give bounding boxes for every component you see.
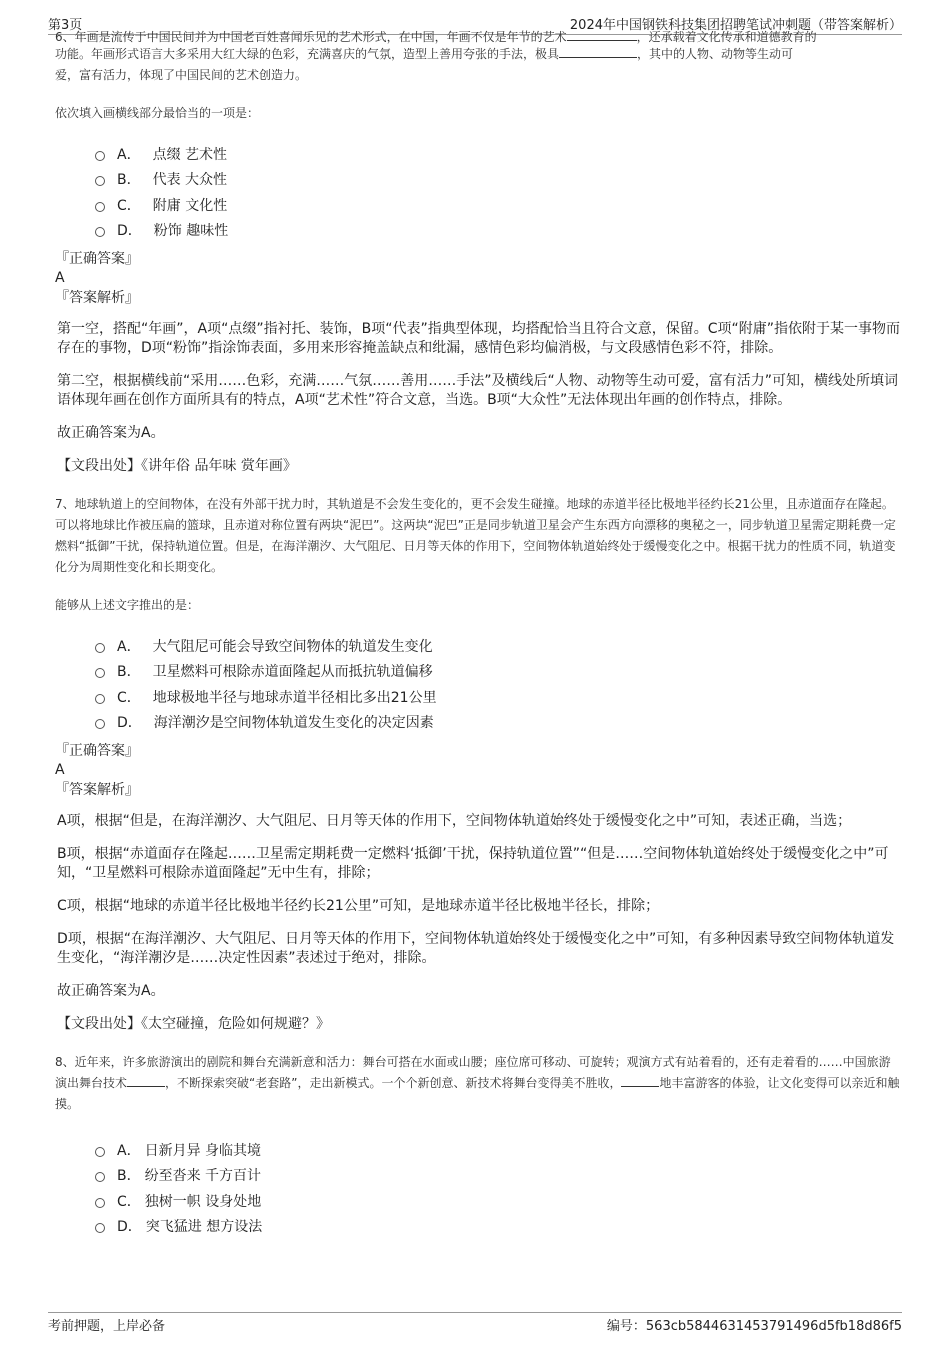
radio-icon[interactable]	[95, 643, 105, 653]
correct-answer: A	[55, 762, 65, 778]
analysis-paragraph: C项，根据“地球的赤道半径比极地半径约长21公里”可知，是地球赤道半径比极地半径长，排除；	[57, 898, 660, 914]
option-c[interactable]: C． 附庸 文化性	[95, 192, 902, 218]
radio-icon[interactable]	[95, 1198, 105, 1208]
radio-icon[interactable]	[95, 719, 105, 729]
radio-icon[interactable]	[95, 668, 105, 678]
analysis-conclusion: 故正确答案为A。	[57, 425, 165, 441]
q7-prompt: 能够从上述文字推出的是：	[55, 598, 200, 612]
question-6: 6、年画是流传于中国民间并为中国老百姓喜闻乐见的艺术形式，在中国，年画不仅是年节的艺术 ，还承载着文化传承和道德教育的 功能。年画形式语言大多采用大红大绿的色彩，充满喜庆的气氛，造型上善用夸张的手法，极具 ，其中的人物、动物等生动可 爱，富有活力，体现了中国民间的艺术创造力。 依次填入画横线部分最恰当的一项是： A． 点缀 艺术性 B． 代表 大众性 C． 附庸 文化性 D． 粉饰 趣味性 『正确答案』 A 『答案解析』 第一空，搭配“年画”，A项“点缀”指衬托、装饰，B项“代表”指典型体现，均搭配恰当且符合文意，保留。C项“附庸”指依附于某一事物而存在的事物，D项“粉饰”指涂饰表面，多用来形容掩盖缺点和纰漏，感情色彩均偏消极，与文段感情色彩不符，排除。 第二空，根据横线前“采用……色彩，充满……气氛……善用……手法”及横线后“人物、动物等生动可爱，富有活力”可知，横线处所填词语体现年画在创作方面所具有的特点，A项“艺术性”符合文意，当选。B项“大众性”无法体现出年画的创作特点，排除。 故正确答案为A。 【文段出处】《讲年俗 品年味 赏年画》	[55, 30, 902, 476]
q7-stem: 7、地球轨道上的空间物体，在没有外部干扰力时，其轨道是不会发生变化的，更不会发生碰撞。地球的赤道半径比极地半径约长21公里，且赤道面存在隆起。可以将地球比作被压扁的篮球，且赤道对称位置有两块“泥巴”。这两块“泥巴”正是同步轨道卫星会产生东西方向漂移的奥秘之一，同步轨道卫星需定期耗费一定燃料“抵御”干扰，保持轨道位置。但是，在海洋潮汐、大气阻尼、日月等天体的作用下，空间物体轨道始终处于缓慢变化之中。根据干扰力的性质不同，轨道变化分为周期性变化和长期变化。	[55, 497, 896, 574]
source-citation: 【文段出处】《太空碰撞，危险如何规避？》	[57, 1016, 330, 1032]
radio-icon[interactable]	[95, 151, 105, 161]
radio-icon[interactable]	[95, 176, 105, 186]
radio-icon[interactable]	[95, 1223, 105, 1233]
blank	[559, 57, 637, 58]
correct-answer-label: 『正确答案』	[55, 743, 139, 759]
analysis-paragraph: B项，根据“赤道面存在隆起……卫星需定期耗费一定燃料‘抵御’干扰，保持轨道位置”“但是……空间物体轨道始终处于缓慢变化之中”可知，“卫星燃料可根除赤道面隆起”无中生有，排除；	[57, 846, 889, 881]
page-content	[55, 30, 902, 1239]
q8-stem: 8、近年来，许多旅游演出的剧院和舞台充满新意和活力：舞台可搭在水面或山腰；座位席可移动、可旋转；观演方式有站着看的，还有走着看的……中国旅游演出舞台技术 ，不断探索突破“老套路”，走出新模式。一个个新创意、新技术将舞台变得美不胜收， 地丰富游客的体验，让文化变得可以亲近和触摸。	[55, 1055, 900, 1111]
analysis-paragraph: A项，根据“但是，在海洋潮汐、大气阻尼、日月等天体的作用下，空间物体轨道始终处于缓慢变化之中”可知，表述正确，当选；	[57, 813, 852, 829]
q8-options	[95, 1137, 902, 1239]
radio-icon[interactable]	[95, 227, 105, 237]
correct-answer: A	[55, 270, 65, 286]
option-d[interactable]: D． 粉饰 趣味性	[95, 218, 902, 244]
analysis-label: 『答案解析』	[55, 782, 139, 798]
footer-slogan: 考前押题，上岸必备	[48, 1319, 166, 1334]
radio-icon[interactable]	[95, 1172, 105, 1182]
blank	[621, 1086, 659, 1087]
q6-options	[95, 141, 902, 243]
document-title: 2024年中国钢铁科技集团招聘笔试冲刺题（带答案解析）	[569, 18, 902, 33]
radio-icon[interactable]	[95, 694, 105, 704]
option-b[interactable]: B． 纷至沓来 千方百计	[95, 1163, 902, 1189]
q6-prompt: 依次填入画横线部分最恰当的一项是：	[55, 106, 260, 120]
analysis-conclusion: 故正确答案为A。	[57, 983, 165, 999]
question-8	[55, 1052, 902, 1239]
option-c[interactable]: C． 地球极地半径与地球赤道半径相比多出21公里	[95, 684, 902, 710]
option-a[interactable]: A． 大气阻尼可能会导致空间物体的轨道发生变化	[95, 633, 902, 659]
analysis-label: 『答案解析』	[55, 290, 139, 306]
radio-icon[interactable]	[95, 202, 105, 212]
q7-options	[95, 633, 902, 735]
correct-answer-label: 『正确答案』	[55, 251, 139, 267]
option-b[interactable]: B． 代表 大众性	[95, 167, 902, 193]
option-d[interactable]: D． 突飞猛进 想方设法	[95, 1214, 902, 1240]
document-code: 编号：563cb5844631453791496d5fb18d86f5	[606, 1319, 902, 1334]
option-c[interactable]: C． 独树一帜 设身处地	[95, 1188, 902, 1214]
analysis-paragraph: D项，根据“在海洋潮汐、大气阻尼、日月等天体的作用下，空间物体轨道始终处于缓慢变化之中”可知，有多种因素导致空间物体轨道发生变化，“海洋潮汐是……决定性因素”表述过于绝对，排除。	[57, 931, 895, 966]
source-citation: 【文段出处】《讲年俗 品年味 赏年画》	[57, 458, 297, 474]
analysis-paragraph: 第二空，根据横线前“采用……色彩，充满……气氛……善用……手法”及横线后“人物、动物等生动可爱，富有活力”可知，横线处所填词语体现年画在创作方面所具有的特点，A项“艺术性”符合文意，当选。B项“大众性”无法体现出年画的创作特点，排除。	[57, 373, 899, 408]
option-a[interactable]: A． 日新月异 身临其境	[95, 1137, 902, 1163]
question-7	[55, 494, 902, 1034]
option-a[interactable]: A． 点缀 艺术性	[95, 141, 902, 167]
page-number: 第3页	[48, 18, 83, 33]
analysis-paragraph: 第一空，搭配“年画”，A项“点缀”指衬托、装饰，B项“代表”指典型体现，均搭配恰当且符合文意，保留。C项“附庸”指依附于某一事物而存在的事物，D项“粉饰”指涂饰表面，多用来形容掩盖缺点和纰漏，感情色彩均偏消极，与文段感情色彩不符，排除。	[57, 321, 900, 356]
q6-stem: 6、年画是流传于中国民间并为中国老百姓喜闻乐见的艺术形式，在中国，年画不仅是年节的艺术 ，还承载着文化传承和道德教育的	[55, 30, 817, 44]
blank	[127, 1086, 165, 1087]
page-footer	[48, 1312, 902, 1339]
option-b[interactable]: B． 卫星燃料可根除赤道面隆起从而抵抗轨道偏移	[95, 659, 902, 685]
blank	[567, 40, 637, 41]
radio-icon[interactable]	[95, 1147, 105, 1157]
option-d[interactable]: D． 海洋潮汐是空间物体轨道发生变化的决定因素	[95, 710, 902, 736]
